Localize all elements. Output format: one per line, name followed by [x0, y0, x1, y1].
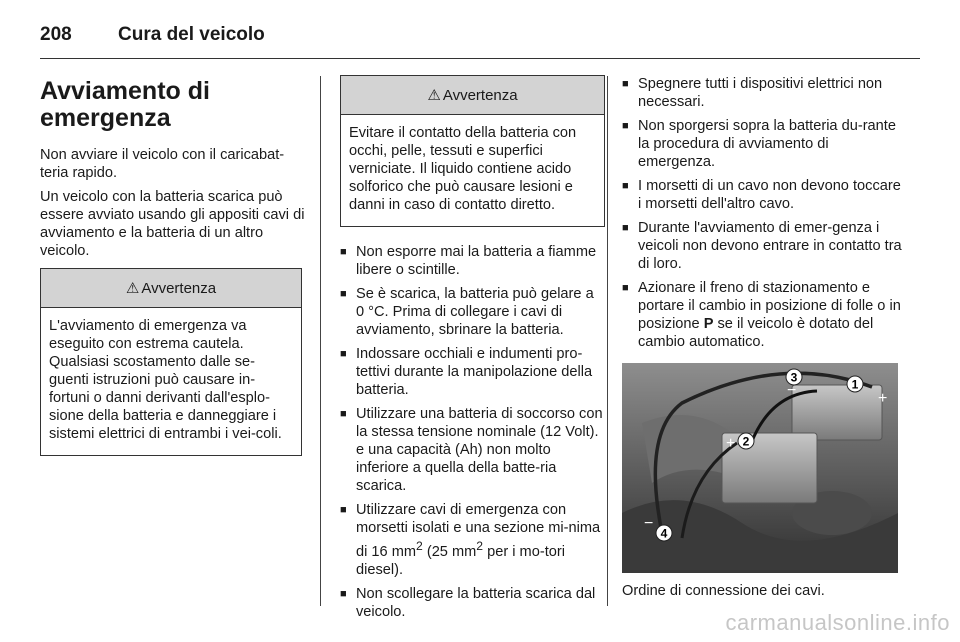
list-item: ■ Non sporgersi sopra la batteria du-rante la procedura di avviamento di emergenza.: [622, 117, 905, 171]
column-3: [622, 75, 905, 599]
warning-text: L'avviamento di emergenza va eseguito con estrema cautela. Qualsiasi scostamento dalle se-guenti istruzioni può causare in-fortuni o danni derivanti dall'esplo-sione della batteria e danneggiare i sistemi elettrici di entrambi i vei-coli.: [49, 318, 282, 442]
intro-paragraph: Un veicolo con la batteria scarica può essere avviato usando gli appositi cavi di avviamento e la batteria di un altro veicolo.: [40, 189, 305, 259]
label-3: 3: [790, 370, 798, 385]
list-item: [622, 279, 905, 351]
bullet-list: [622, 75, 905, 351]
section-title: Cura del veicolo: [118, 24, 265, 45]
list-item: ■ Non scollegare la batteria scarica dal veicolo.: [340, 585, 605, 621]
warning-box: [40, 268, 302, 456]
label-2: 2: [742, 434, 750, 449]
list-item: ■ Spegnere tutti i dispositivi elettrici non necessari.: [622, 75, 905, 111]
page-title: Avviamento di emergenza: [40, 77, 210, 132]
plus-sign: +: [878, 390, 888, 407]
list-text: se il veicolo è dotato del cambio automatico.: [638, 316, 874, 350]
column-1: [40, 78, 305, 456]
jump-start-illustration: [622, 363, 898, 573]
list-item: [340, 501, 605, 579]
list-text: (25 mm: [422, 543, 477, 560]
warning-title: Avvertenza: [442, 86, 518, 104]
figure-caption: Ordine di connessione dei cavi.: [622, 583, 825, 599]
warning-header: [341, 76, 604, 115]
bullet-list: [340, 243, 605, 621]
label-1: 1: [851, 377, 859, 392]
plus-sign: +: [726, 435, 736, 452]
superscript: 2: [476, 539, 484, 553]
list-text: Utilizzare cavi di emergenza con morsetti isolati e una sezione mi-nima di 16 mm: [356, 502, 601, 560]
warning-text: Evitare il contatto della batteria con occhi, pelle, tessuti e superfici verniciate. Il liquido contiene acido solforico che può causare lesioni e danni in caso di contatto diretto.: [349, 125, 577, 213]
warning-icon: ⚠: [427, 87, 441, 104]
list-item: ■ Indossare occhiali e indumenti pro-tettivi durante la manipolazione della batteria.: [340, 345, 605, 399]
label-4: 4: [660, 526, 668, 541]
list-item: ■ Durante l'avviamento di emer-genza i veicoli non devono entrare in contatto tra di loro.: [622, 219, 905, 273]
page-header: [40, 18, 920, 59]
list-item: ■ Non esporre mai la batteria a fiamme libere o scintille.: [340, 243, 605, 279]
minus-sign: −: [787, 382, 797, 399]
warning-icon: ⚠: [125, 280, 140, 297]
intro-paragraph: Non avviare il veicolo con il caricabat-teria rapido.: [40, 147, 285, 181]
list-item: ■ I morsetti di un cavo non devono toccare i morsetti dell'altro cavo.: [622, 177, 905, 213]
warning-box: [340, 75, 605, 227]
warning-header: [41, 269, 301, 308]
warning-title: Avvertenza: [141, 279, 217, 297]
column-divider: [320, 76, 321, 606]
watermark: carmanualsonline.info: [725, 610, 950, 635]
superscript: 2: [416, 539, 423, 553]
column-2: [340, 75, 605, 627]
list-text: per i mo-tori diesel).: [356, 543, 565, 578]
list-text: Azionare il freno di stazionamento e portare il cambio in posizione di folle o in posizione: [638, 280, 901, 332]
gear-position-p: P: [703, 316, 714, 332]
list-item: ■ Se è scarica, la batteria può gelare a 0 °C. Prima di collegare i cavi di avviamento, sbrinare la batteria.: [340, 285, 605, 339]
column-divider: [607, 76, 608, 606]
page-number: 208: [40, 24, 72, 45]
minus-sign: −: [644, 515, 654, 532]
list-item: ■ Utilizzare una batteria di soccorso con la stessa tensione nominale (12 Volt). e una capacità (Ah) non molto inferiore a quella della batte-ria scarica.: [340, 405, 605, 495]
